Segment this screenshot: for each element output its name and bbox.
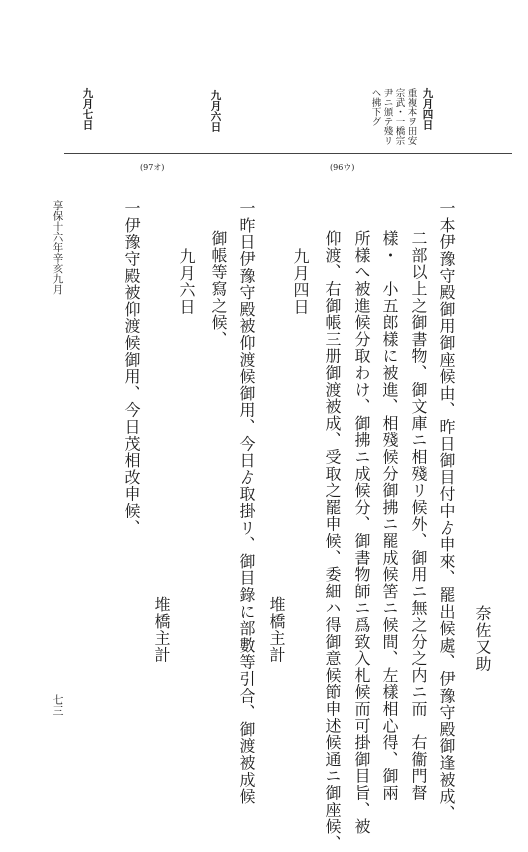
text-column-1: 一本伊豫守殿御用御座候由、昨日御目付中ゟ申來、罷出候處、伊豫守殿御逢被成、 — [437, 200, 456, 822]
date-sept-6: 九月六日 — [177, 248, 196, 316]
page-number: 七三 — [51, 694, 64, 716]
signer-name-1: 堆橋主計 — [267, 596, 286, 664]
heading-note-line-1: 重複本ヲ田安 — [405, 88, 417, 145]
text-column-6: 一昨日伊豫守殿被仰渡候御用、今日ゟ取掛リ、御目錄に部數等引合、御渡被成候 — [237, 200, 256, 805]
heading-note-line-3: 尹ニ頒テ殘リ — [381, 88, 393, 145]
text-column-3: 樣・ 小五郎樣に被進、相殘候分御拂ニ罷成候筈ニ候間、左樣相心得、御兩 — [380, 230, 399, 802]
running-title: 享保十六年辛亥九月 — [51, 200, 64, 295]
heading-note-line-4: ヘ拂下グ — [369, 88, 381, 126]
date-sept-4: 九月四日 — [291, 248, 310, 316]
folio-ref-97o: (97オ) — [140, 163, 165, 172]
folio-ref-96u: (96ウ) — [330, 163, 355, 172]
text-column-2: 二部以上之御書物、御文庫ニ相殘リ候外、御用ニ無之分之内ニ而 右衞門督 — [409, 230, 428, 802]
text-column-4: 所樣へ被進候分取わけ、御拂ニ成候分、御書物師ニ爲致入札候而可掛御目旨、被 — [352, 230, 371, 835]
header-divider-line — [64, 153, 512, 154]
text-column-8: 一伊豫守殿被仰渡候御用、今日茂相改申候、 — [122, 200, 141, 536]
heading-note-line-2: 宗武・一橋宗 — [393, 88, 405, 145]
signer-name-2: 堆橋主計 — [152, 596, 171, 664]
text-column-7: 御帳等寫之候、 — [209, 230, 228, 348]
text-column-5: 仰渡、右御帳三册御渡被成、受取之罷申候、委細ハ得御意候節申述候通ニ御座候、 — [323, 230, 342, 852]
heading-date-sept-4: 九月四日 — [421, 88, 434, 130]
heading-date-sept-6: 九月六日 — [209, 90, 222, 132]
author-name: 奈佐又助 — [473, 605, 492, 673]
heading-date-sept-7: 九月七日 — [81, 88, 94, 130]
